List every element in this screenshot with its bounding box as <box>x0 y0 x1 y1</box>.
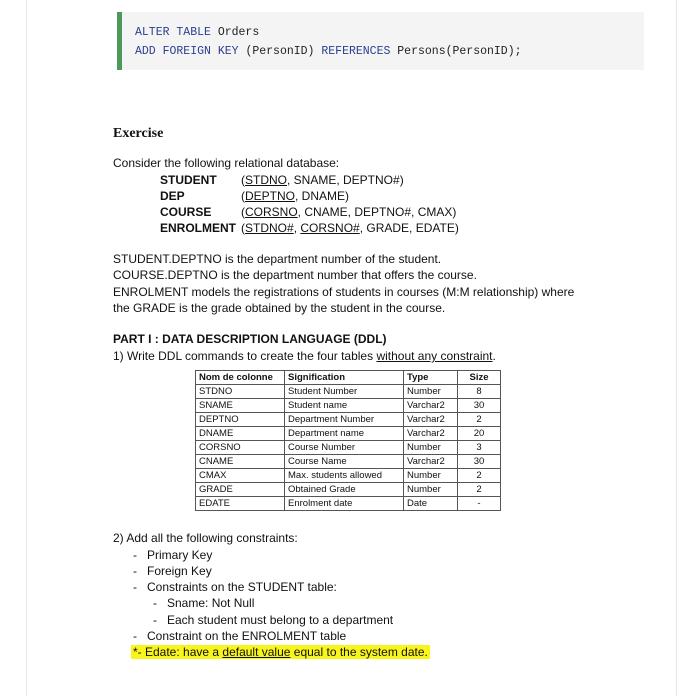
note-line: the GRADE is the grade obtained by the student in the course. <box>113 301 446 315</box>
table-row <box>196 483 501 497</box>
code-block <box>117 12 644 70</box>
note-line: STUDENT.DEPTNO is the department number of the student. <box>113 252 442 266</box>
page-edge-left <box>26 0 27 696</box>
table-row <box>196 413 501 427</box>
table-row <box>196 441 501 455</box>
table-cell: DEPTNO <box>196 413 285 427</box>
table-cell: 2 <box>458 469 501 483</box>
note-line: ENROLMENT models the registrations of students in courses (M:M relationship) where <box>113 285 575 299</box>
ddl-table <box>195 370 501 511</box>
table-cell: Department Number <box>285 413 404 427</box>
table-cell: 30 <box>458 399 501 413</box>
schema-def-course: (CORSNO, CNAME, DEPTNO#, CMAX) <box>241 205 457 219</box>
constraint-item: - Constraint on the ENROLMENT table <box>133 629 347 643</box>
table-cell: SNAME <box>196 399 285 413</box>
table-cell: Max. students allowed <box>285 469 404 483</box>
part1-title: PART I : DATA DESCRIPTION LANGUAGE (DDL) <box>113 332 387 346</box>
table-cell: CORSNO <box>196 441 285 455</box>
schema-def-student: (STDNO, SNAME, DEPTNO#) <box>241 173 404 187</box>
code-line-1 <box>135 26 259 39</box>
table-cell: Enrolment date <box>285 497 404 511</box>
constraint-subitem: - Each student must belong to a department <box>153 613 394 627</box>
code-keyword: ALTER TABLE <box>135 26 211 39</box>
note-line: COURSE.DEPTNO is the department number that offers the course. <box>113 268 477 282</box>
table-row <box>196 399 501 413</box>
page-edge-right <box>676 0 677 696</box>
col-header: Nom de colonne <box>196 371 285 385</box>
table-cell: 3 <box>458 441 501 455</box>
table-cell: 2 <box>458 483 501 497</box>
schema-name-enrolment: ENROLMENT <box>160 221 236 235</box>
constraint-item: - Foreign Key <box>133 564 212 578</box>
table-cell: Number <box>404 483 458 497</box>
question-2: 2) Add all the following constraints: <box>113 531 298 545</box>
col-header: Type <box>404 371 458 385</box>
table-cell: Number <box>404 385 458 399</box>
table-cell: Varchar2 <box>404 399 458 413</box>
code-text: Orders <box>217 26 260 39</box>
constraint-item: - Constraints on the STUDENT table: <box>133 580 337 594</box>
table-cell: Obtained Grade <box>285 483 404 497</box>
intro-text: Consider the following relational database: <box>113 156 340 170</box>
table-cell: 30 <box>458 455 501 469</box>
table-row <box>196 455 501 469</box>
code-text: (PersonID) <box>245 45 315 58</box>
table-cell: GRADE <box>196 483 285 497</box>
table-cell: STDNO <box>196 385 285 399</box>
table-cell: 20 <box>458 427 501 441</box>
constraint-item: - Primary Key <box>133 548 213 562</box>
constraint-subitem: - Sname: Not Null <box>153 596 255 610</box>
table-cell: Number <box>404 469 458 483</box>
schema-name-dep: DEP <box>160 189 185 203</box>
table-row <box>196 469 501 483</box>
table-cell: Course Number <box>285 441 404 455</box>
table-cell: DNAME <box>196 427 285 441</box>
table-cell: EDATE <box>196 497 285 511</box>
table-row <box>196 385 501 399</box>
schema-def-enrolment: (STDNO#, CORSNO#, GRADE, EDATE) <box>241 221 459 235</box>
exercise-heading: Exercise <box>113 126 164 141</box>
table-cell: CMAX <box>196 469 285 483</box>
table-cell: Varchar2 <box>404 427 458 441</box>
table-cell: 2 <box>458 413 501 427</box>
table-cell: Number <box>404 441 458 455</box>
code-keyword: ADD FOREIGN KEY <box>135 45 239 58</box>
schema-def-dep: (DEPTNO, DNAME) <box>241 189 350 203</box>
table-cell: CNAME <box>196 455 285 469</box>
col-header: Signification <box>285 371 404 385</box>
code-keyword: REFERENCES <box>321 45 391 58</box>
table-cell: Varchar2 <box>404 455 458 469</box>
table-row <box>196 497 501 511</box>
schema-name-course: COURSE <box>160 205 212 219</box>
schema-name-student: STUDENT <box>160 173 217 187</box>
table-cell: Student name <box>285 399 404 413</box>
table-cell: 8 <box>458 385 501 399</box>
table-header-row <box>196 371 501 385</box>
table-cell: - <box>458 497 501 511</box>
highlighted-constraint: *- Edate: have a default value equal to the system date. <box>133 645 428 659</box>
table-cell: Course Name <box>285 455 404 469</box>
code-line-2 <box>135 45 522 58</box>
col-header: Size <box>458 371 501 385</box>
table-cell: Department name <box>285 427 404 441</box>
table-cell: Varchar2 <box>404 413 458 427</box>
code-text: Persons(PersonID); <box>397 45 522 58</box>
table-row <box>196 427 501 441</box>
table-cell: Student Number <box>285 385 404 399</box>
question-1: 1) Write DDL commands to create the four tables without any constraint. <box>113 349 496 363</box>
table-cell: Date <box>404 497 458 511</box>
